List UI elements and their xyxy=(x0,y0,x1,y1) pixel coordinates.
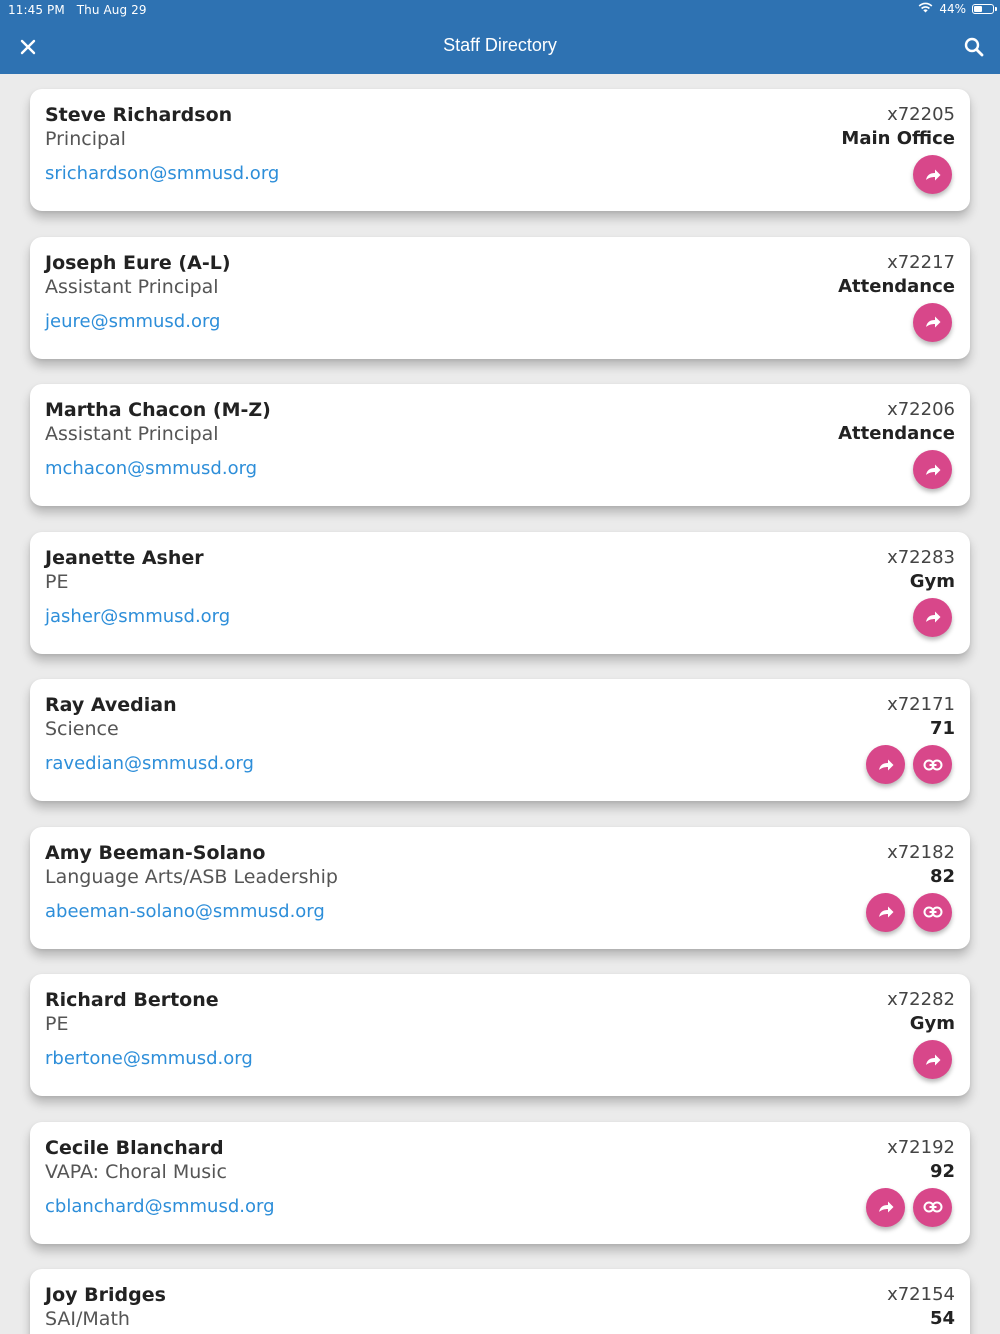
status-bar-time xyxy=(8,3,147,17)
staff-extension: x72282 xyxy=(887,989,955,1010)
staff-card[interactable] xyxy=(30,532,970,654)
battery-icon xyxy=(972,4,994,14)
share-button[interactable] xyxy=(913,1040,952,1079)
staff-name: Cecile Blanchard xyxy=(45,1136,224,1159)
staff-extension: x72182 xyxy=(887,841,955,863)
share-icon xyxy=(924,1052,942,1068)
card-actions xyxy=(866,893,952,932)
card-actions xyxy=(913,450,952,489)
status-date: Thu Aug 29 xyxy=(76,3,147,17)
status-time: 11:45 PM xyxy=(8,3,65,17)
wifi-icon xyxy=(918,2,933,16)
share-button[interactable] xyxy=(913,155,952,194)
staff-email-link[interactable]: mchacon@smmusd.org xyxy=(45,458,258,479)
staff-role: Science xyxy=(45,718,119,740)
staff-extension: x72171 xyxy=(887,694,955,715)
share-icon xyxy=(877,1199,895,1215)
staff-room: Attendance xyxy=(838,423,955,444)
share-button[interactable] xyxy=(866,1188,905,1227)
share-button[interactable] xyxy=(866,893,905,932)
staff-name: Steve Richardson xyxy=(45,104,233,126)
share-icon xyxy=(924,462,942,478)
link-button[interactable] xyxy=(913,745,952,784)
staff-email-link[interactable]: rbertone@smmusd.org xyxy=(45,1048,253,1069)
staff-card[interactable] xyxy=(30,1269,970,1334)
share-icon xyxy=(924,167,942,183)
staff-role: Language Arts/ASB Leadership xyxy=(45,865,338,888)
share-icon xyxy=(924,314,942,330)
link-icon xyxy=(923,906,943,918)
staff-card[interactable] xyxy=(30,679,970,801)
staff-room: 82 xyxy=(929,865,955,887)
staff-card[interactable] xyxy=(30,384,970,506)
share-icon xyxy=(924,609,942,625)
staff-extension: x72217 xyxy=(887,251,955,273)
staff-role: Principal xyxy=(45,128,126,150)
staff-role: PE xyxy=(45,570,69,593)
staff-card[interactable] xyxy=(30,974,970,1096)
staff-extension: x72283 xyxy=(887,546,955,568)
search-button[interactable] xyxy=(960,33,988,61)
page-title: Staff Directory xyxy=(443,35,557,55)
staff-name: Amy Beeman-Solano xyxy=(45,841,266,864)
share-button[interactable] xyxy=(866,745,905,784)
staff-card[interactable] xyxy=(30,827,970,949)
staff-email-link[interactable]: jasher@smmusd.org xyxy=(45,605,231,627)
staff-role: VAPA: Choral Music xyxy=(45,1160,227,1183)
share-icon xyxy=(877,757,895,773)
staff-extension: x72205 xyxy=(887,104,955,125)
battery-percent: 44% xyxy=(939,2,966,16)
staff-name: Joseph Eure (A-L) xyxy=(45,251,231,274)
staff-name: Martha Chacon (M-Z) xyxy=(45,399,271,421)
staff-extension: x72206 xyxy=(887,399,955,420)
status-bar-right xyxy=(918,2,994,16)
staff-card[interactable] xyxy=(30,237,970,359)
staff-email-link[interactable]: jeure@smmusd.org xyxy=(45,310,221,332)
link-icon xyxy=(923,1201,943,1213)
staff-email-link[interactable]: abeeman-solano@smmusd.org xyxy=(45,900,325,922)
link-icon xyxy=(923,759,943,771)
share-button[interactable] xyxy=(913,450,952,489)
share-button[interactable] xyxy=(913,303,952,342)
staff-list[interactable] xyxy=(0,74,1000,1334)
share-button[interactable] xyxy=(913,598,952,637)
staff-email-link[interactable]: srichardson@smmusd.org xyxy=(45,163,280,184)
staff-room: Attendance xyxy=(838,275,955,297)
staff-role: PE xyxy=(45,1013,69,1035)
staff-room: Gym xyxy=(909,570,955,592)
staff-name: Joy Bridges xyxy=(45,1284,166,1306)
staff-room: 92 xyxy=(929,1160,955,1182)
card-actions xyxy=(913,155,952,194)
staff-extension: x72192 xyxy=(887,1136,955,1158)
staff-role: Assistant Principal xyxy=(45,423,219,445)
staff-extension: x72154 xyxy=(887,1284,955,1305)
staff-room: Main Office xyxy=(841,128,955,149)
staff-room: 54 xyxy=(929,1308,955,1329)
card-actions xyxy=(866,1188,952,1227)
staff-card[interactable] xyxy=(30,1122,970,1244)
link-button[interactable] xyxy=(913,893,952,932)
link-button[interactable] xyxy=(913,1188,952,1227)
staff-email-link[interactable]: cblanchard@smmusd.org xyxy=(45,1195,275,1217)
staff-card[interactable] xyxy=(30,89,970,211)
staff-name: Jeanette Asher xyxy=(45,546,204,569)
card-actions xyxy=(913,303,952,342)
card-actions xyxy=(913,1040,952,1079)
staff-room: 71 xyxy=(929,718,955,739)
card-actions xyxy=(913,598,952,637)
staff-role: Assistant Principal xyxy=(45,275,219,298)
staff-room: Gym xyxy=(909,1013,955,1034)
staff-email-link[interactable]: ravedian@smmusd.org xyxy=(45,753,254,774)
search-icon xyxy=(964,37,984,57)
share-icon xyxy=(877,904,895,920)
nav-bar xyxy=(0,0,1000,74)
staff-name: Richard Bertone xyxy=(45,989,219,1011)
staff-role: SAI/Math xyxy=(45,1308,130,1330)
staff-name: Ray Avedian xyxy=(45,694,177,716)
card-actions xyxy=(866,745,952,784)
